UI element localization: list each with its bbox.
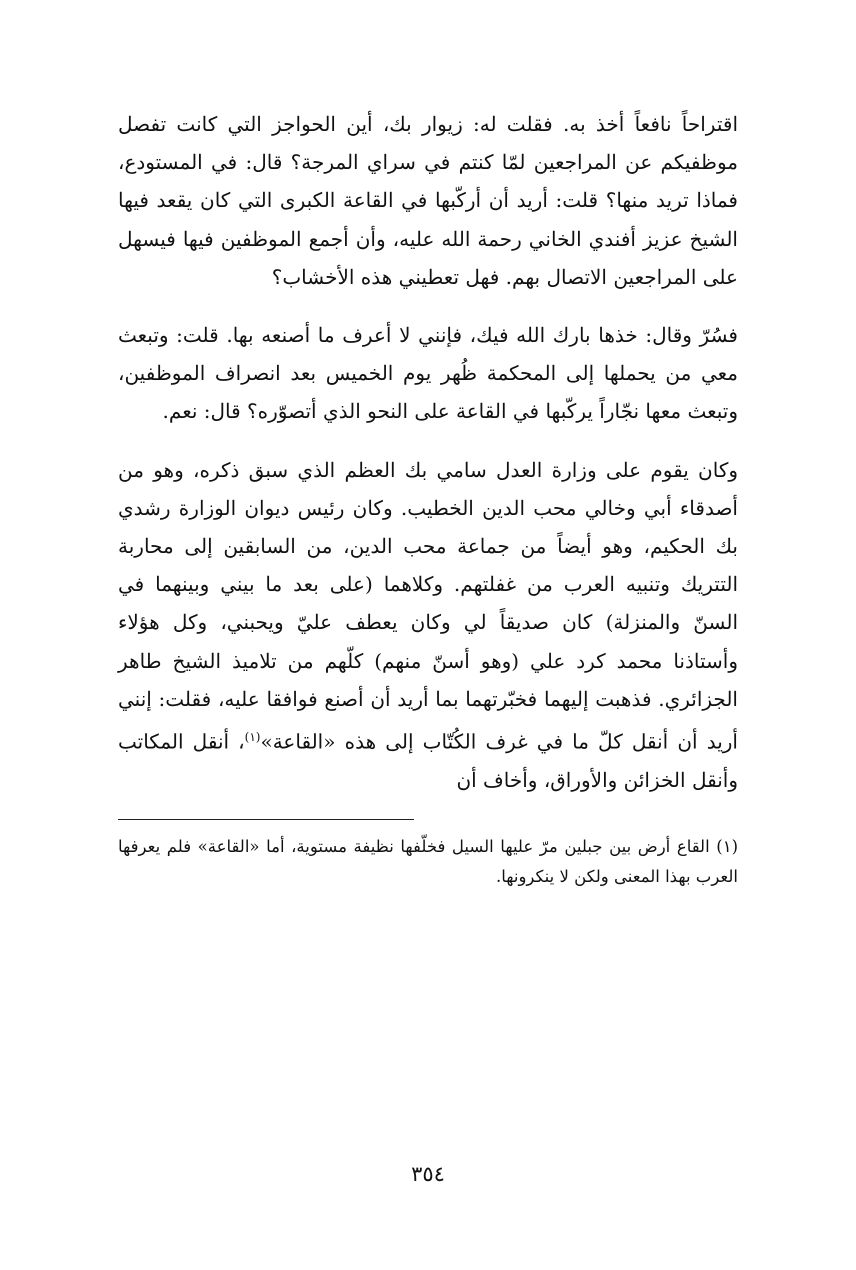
paragraph-3 <box>118 451 738 799</box>
paragraph-3-end: ، أنقل المكاتب وأنقل الخزائن والأوراق، وأخاف أن <box>118 729 738 792</box>
footnote: (١) القاع أرض بين جبلين مرّ عليها السيل فخلّفها نظيفة مستوية، أما «القاعة» فلم يعرفها العرب بهذا المعنى ولكن لا ينكرونها. <box>118 837 738 887</box>
quoted-word: «القاعة» <box>260 729 336 754</box>
paragraph-2: فسُرّ وقال: خذها بارك الله فيك، فإنني لا أعرف ما أصنعه بها. قلت: وتبعث معي من يحملها إلى المحكمة ظُهر يوم الخميس بعد انصراف الموظفين، وتبعث معها نجّاراً يركّبها في القاعة على النحو الذي أتصوّره؟ قال: نعم. <box>118 323 738 424</box>
paragraph-3-text: وكان يقوم على وزارة العدل سامي بك العظم الذي سبق ذكره، وهو من أصدقاء أبي وخالي محب الدين الخطيب. وكان رئيس ديوان الوزارة رشدي بك الحكيم، وهو أيضاً من جماعة محب الدين، من السابقين إلى محاربة التتريك وتنبيه العرب من غفلتهم. وكلاهما (على بعد ما بيني وبينهما في السنّ والمنزلة) كان صديقاً لي وكان يعطف عليّ ويحبني، وكل هؤلاء وأستاذنا محمد كرد علي (وهو أسنّ منهم) كلّهم من تلاميذ الشيخ طاهر الجزائري. فذهبت إليهما فخبّرتهما بما أريد أن أصنع فوافقا عليه، فقلت: إنني أريد أن أنقل كلّ ما في غرف الكُتّاب إلى هذه <box>118 457 738 754</box>
page-number: ٣٥٤ <box>411 1162 445 1186</box>
paragraph-1: اقتراحاً نافعاً أخذ به. فقلت له: زيوار بك، أين الحواجز التي كانت تفصل موظفيكم عن المراجعين لمّا كنتم في سراي المرجة؟ قال: في المستودع، فماذا تريد منها؟ قلت: أريد أن أركّبها في القاعة الكبرى التي كان يقعد فيها الشيخ عزيز أفندي الخاني رحمة الله عليه، وأن أجمع الموظفين فيها فيسهل على المراجعين الاتصال بهم. فهل تعطيني هذه الأخشاب؟ <box>118 112 738 289</box>
page-body <box>118 105 738 892</box>
footnote-divider <box>118 819 414 820</box>
footnote-reference: (١) <box>244 730 261 745</box>
